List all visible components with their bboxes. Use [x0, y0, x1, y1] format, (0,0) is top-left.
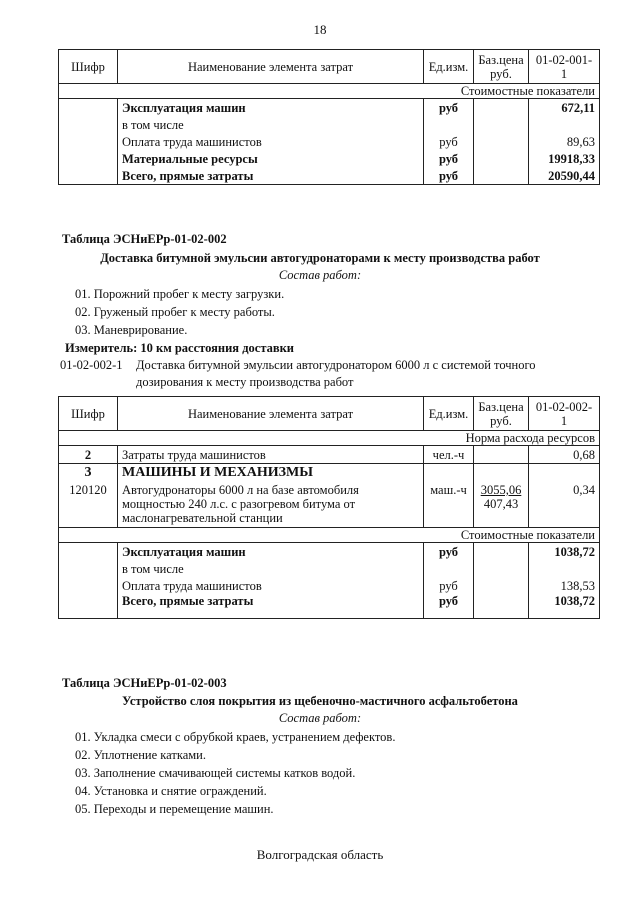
resource-table-2	[58, 396, 600, 619]
table-row: в том числе	[59, 560, 600, 577]
section-title-3: Устройство слоя покрытия из щебеночно-мастичного асфальтобетона	[122, 694, 518, 708]
header-col-code: 01-02-002-1	[529, 397, 600, 431]
section-title-2: Доставка битумной эмульсии автогудронаторами к месту производства работ	[100, 251, 540, 265]
table-label-3: Таблица ЭСНиЕРр-01-02-003	[62, 676, 227, 690]
cost-table-1	[58, 49, 600, 185]
band-cost: Стоимостные показатели	[59, 84, 600, 99]
item-text-cont: дозирования к месту производства работ	[136, 375, 354, 389]
table-row: Всего, прямые затраты руб 20590,44	[59, 167, 600, 185]
table-label-2: Таблица ЭСНиЕРр-01-02-002	[62, 232, 227, 246]
works-heading-3: Состав работ:	[278, 711, 362, 725]
table-row: Эксплуатация машин руб 1038,72	[59, 543, 600, 561]
header-code: Шифр	[59, 397, 118, 431]
header-base-price: Баз.цена руб.	[474, 50, 529, 84]
table-row: в том числе	[59, 116, 600, 133]
header-unit: Ед.изм.	[424, 397, 474, 431]
item-code: 01-02-002-1	[60, 358, 123, 372]
table-row: Материальные ресурсы руб 19918,33	[59, 150, 600, 167]
work-item: 02. Груженый пробег к месту работы.	[75, 305, 275, 319]
work-item: 01. Укладка смеси с обрубкой краев, устранением дефектов.	[75, 730, 396, 744]
header-unit: Ед.изм.	[424, 50, 474, 84]
table-row: 120120 Автогудронаторы 6000 л на базе автомобиля мощностью 240 л.с. с разогревом битума от маслонагревательной станции маш.-ч 3055,06 407,43 0,34	[59, 481, 600, 528]
table-row: Эксплуатация машин руб 672,11	[59, 99, 600, 117]
table-row: 3 МАШИНЫ И МЕХАНИЗМЫ	[59, 464, 600, 482]
header-base-price: Баз.цена руб.	[474, 397, 529, 431]
machine-name: Автогудронаторы 6000 л на базе автомобиля мощностью 240 л.с. с разогревом битума от маслонагревательной станции	[118, 481, 424, 528]
table-row: Оплата труда машинистов руб 89,63	[59, 133, 600, 150]
measure: Измеритель: 10 км расстояния доставки	[65, 341, 295, 355]
page-footer: Волгоградская область	[256, 847, 384, 862]
work-item: 05. Переходы и перемещение машин.	[75, 802, 274, 816]
work-item: 04. Установка и снятие ограждений.	[75, 784, 267, 798]
header-name: Наименование элемента затрат	[118, 397, 424, 431]
work-item: 01. Порожний пробег к месту загрузки.	[75, 287, 285, 301]
work-item: 03. Заполнение смачивающей системы катков водой.	[75, 766, 356, 780]
table-row: 2 Затраты труда машинистов чел.-ч 0,68	[59, 446, 600, 464]
work-item: 02. Уплотнение катками.	[75, 748, 206, 762]
header-col-code: 01-02-001-1	[529, 50, 600, 84]
header-name: Наименование элемента затрат	[118, 50, 424, 84]
band-norm: Норма расхода ресурсов	[59, 431, 600, 446]
table-row: Оплата труда машинистов руб 138,53	[59, 577, 600, 594]
machine-price: 3055,06 407,43	[474, 481, 529, 528]
header-code: Шифр	[59, 50, 118, 84]
page-number: 18	[313, 22, 327, 37]
works-heading-2: Состав работ:	[278, 268, 362, 282]
item-text: Доставка битумной эмульсии автогудронатором 6000 л с системой точного	[136, 358, 536, 372]
band-cost: Стоимостные показатели	[59, 528, 600, 543]
table-row: Всего, прямые затраты руб 1038,72	[59, 594, 600, 619]
work-item: 03. Маневрирование.	[75, 323, 188, 337]
